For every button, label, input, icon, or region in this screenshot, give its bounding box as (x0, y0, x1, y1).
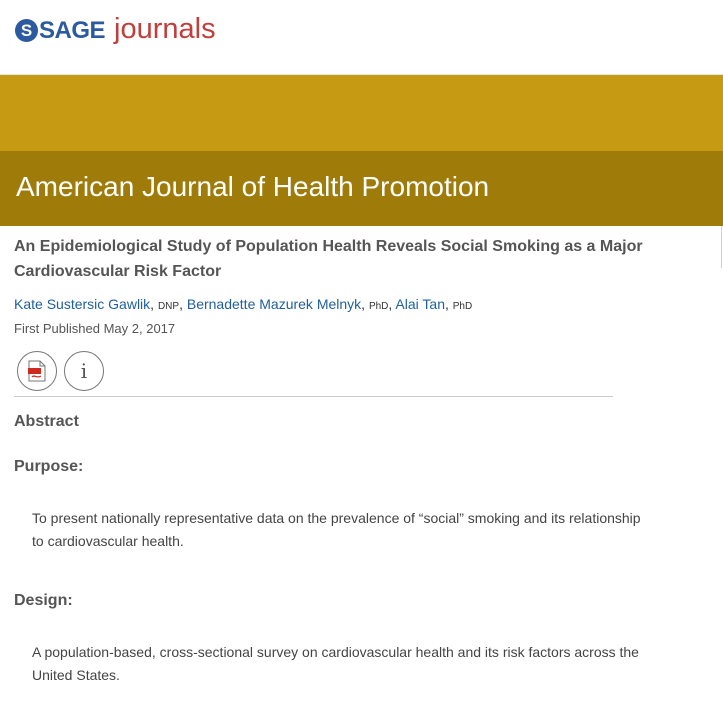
author-list (14, 296, 472, 312)
info-icon: i (80, 359, 88, 383)
pdf-icon (28, 360, 46, 382)
author-link-tan[interactable]: Alai Tan (395, 296, 445, 312)
sage-s-emblem: S (15, 19, 38, 42)
author-separator: , (444, 296, 453, 312)
author-degree: PhD (452, 301, 473, 312)
section-divider (14, 396, 613, 397)
download-pdf-button[interactable] (17, 351, 57, 391)
author-separator: , (179, 296, 187, 312)
site-header (0, 0, 723, 75)
purpose-text: To present nationally representative data on the prevalence of “social” smoking and its relationship to cardiovascular health. (32, 510, 641, 549)
author-separator: , (361, 296, 369, 312)
sage-journals-logo[interactable] (15, 13, 216, 45)
journal-banner-top (0, 75, 723, 151)
article-title: An Epidemiological Study of Population Health Reveals Social Smoking as a Major Cardiovascular Risk Factor (14, 238, 643, 280)
publication-date: First Published May 2, 2017 (14, 321, 176, 336)
edge-divider (721, 226, 722, 268)
logo-journals-text: journals (114, 13, 216, 45)
author-link-melnyk[interactable]: Bernadette Mazurek Melnyk (186, 296, 362, 312)
design-heading: Design: (14, 592, 73, 609)
purpose-heading: Purpose: (14, 458, 84, 475)
author-separator: , (150, 296, 158, 312)
abstract-heading: Abstract (14, 413, 79, 430)
logo-sage-text: SAGE (39, 16, 106, 44)
author-degree: PhD (368, 301, 389, 312)
article-info-button[interactable] (64, 351, 104, 391)
journal-title[interactable]: American Journal of Health Promotion (16, 171, 490, 202)
author-separator: , (388, 296, 396, 312)
author-link-gawlik[interactable]: Kate Sustersic Gawlik (14, 296, 151, 312)
design-text: A population-based, cross-sectional survey on cardiovascular health and its risk factors across the United States. (32, 644, 639, 683)
author-degree: DNP (157, 301, 180, 312)
